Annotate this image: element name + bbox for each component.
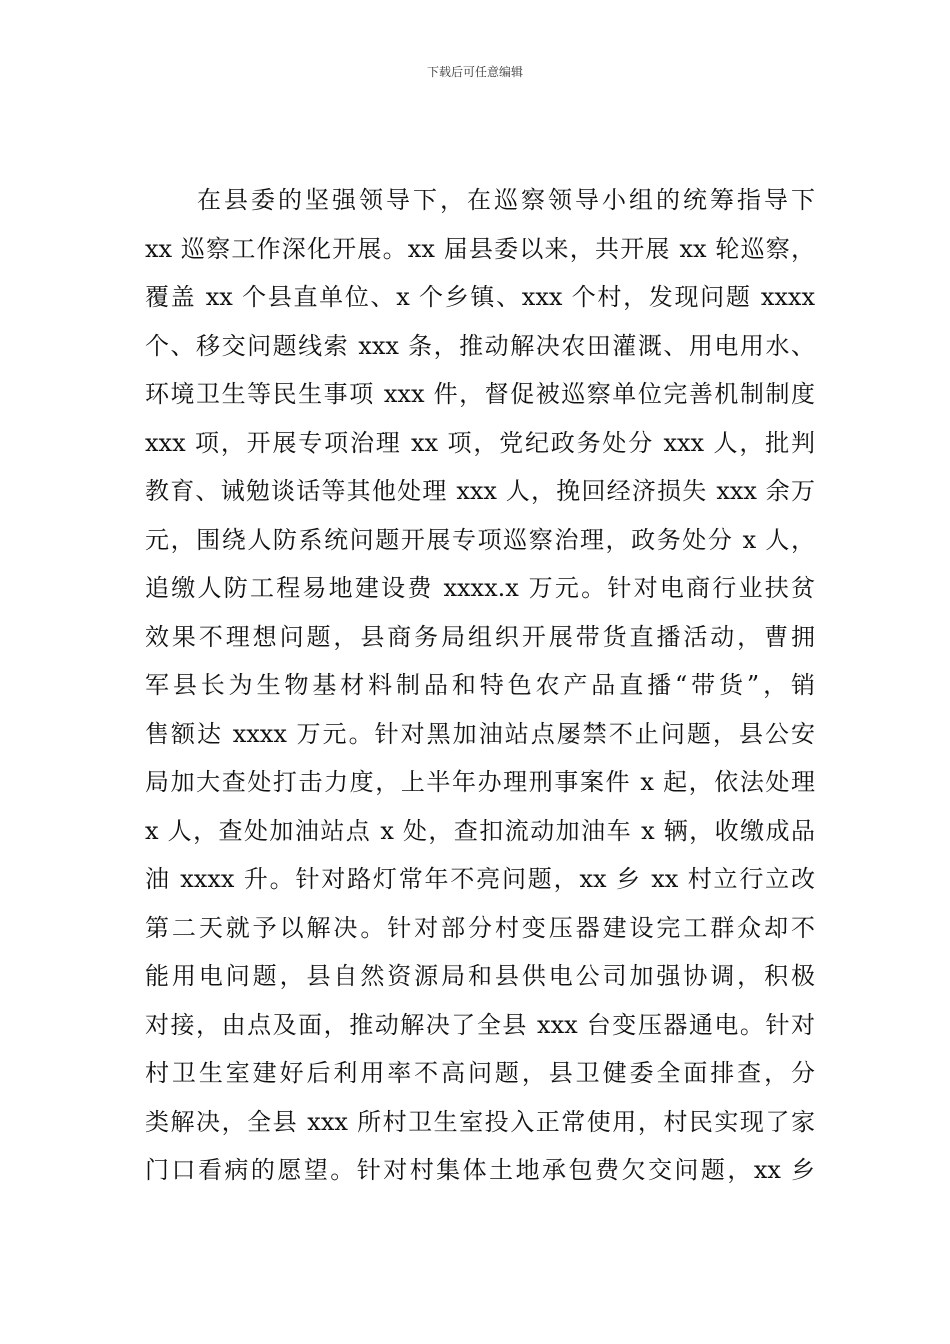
paragraph-line: 追缴人防工程易地建设费 xxxx.x 万元。针对电商行业扶贫 xyxy=(145,574,815,602)
paragraph-line: xxx 项，开展专项治理 xx 项，党纪政务处分 xxx 人，批判 xyxy=(145,428,815,457)
paragraph-line: 环境卫生等民生事项 xxx 件，督促被巡察单位完善机制制度 xyxy=(145,380,815,408)
paragraph-line: 个、移交问题线索 xxx 条，推动解决农田灌溉、用电用水、 xyxy=(145,331,815,360)
paragraph-line: 类解决，全县 xxx 所村卫生室投入正常使用，村民实现了家 xyxy=(145,1107,815,1136)
paragraph-line: 门口看病的愿望。针对村集体土地承包费欠交问题，xx 乡 xyxy=(145,1156,815,1184)
paragraph-line: x 人，查处加油站点 x 处，查扣流动加油车 x 辆，收缴成品 xyxy=(145,816,815,845)
paragraph-line: 售额达 xxxx 万元。针对黑加油站点屡禁不止问题，县公安 xyxy=(145,719,815,748)
page-header: 下载后可任意编辑 xyxy=(426,65,523,79)
paragraph-line: 军县长为生物基材料制品和特色农产品直播“带货”，销 xyxy=(145,671,815,699)
paragraph-line: 教育、诫勉谈话等其他处理 xxx 人，挽回经济损失 xxx 余万 xyxy=(145,477,815,505)
body-paragraph xyxy=(145,176,815,1195)
paragraph-line: xx 巡察工作深化开展。xx 届县委以来，共开展 xx 轮巡察， xyxy=(145,234,815,263)
paragraph-line: 能用电问题，县自然资源局和县供电公司加强协调，积极 xyxy=(145,962,815,990)
paragraph-line: 效果不理想问题，县商务局组织开展带货直播活动，曹拥 xyxy=(145,622,815,651)
paragraph-line: 油 xxxx 升。针对路灯常年不亮问题，xx 乡 xx 村立行立改 xyxy=(145,865,815,893)
paragraph-line: 村卫生室建好后利用率不高问题，县卫健委全面排查，分 xyxy=(145,1059,815,1087)
paragraph-line: 元，围绕人防系统问题开展专项巡察治理，政务处分 x 人， xyxy=(145,525,815,554)
paragraph-line: 在县委的坚强领导下，在巡察领导小组的统筹指导下 xyxy=(197,186,815,214)
paragraph-line: 第二天就予以解决。针对部分村变压器建设完工群众却不 xyxy=(145,913,815,942)
paragraph-line: 对接，由点及面，推动解决了全县 xxx 台变压器通电。针对 xyxy=(145,1010,815,1039)
paragraph-line: 覆盖 xx 个县直单位、x 个乡镇、xxx 个村，发现问题 xxxx xyxy=(145,283,815,311)
paragraph-line: 局加大查处打击力度，上半年办理刑事案件 x 起，依法处理 xyxy=(145,768,815,796)
